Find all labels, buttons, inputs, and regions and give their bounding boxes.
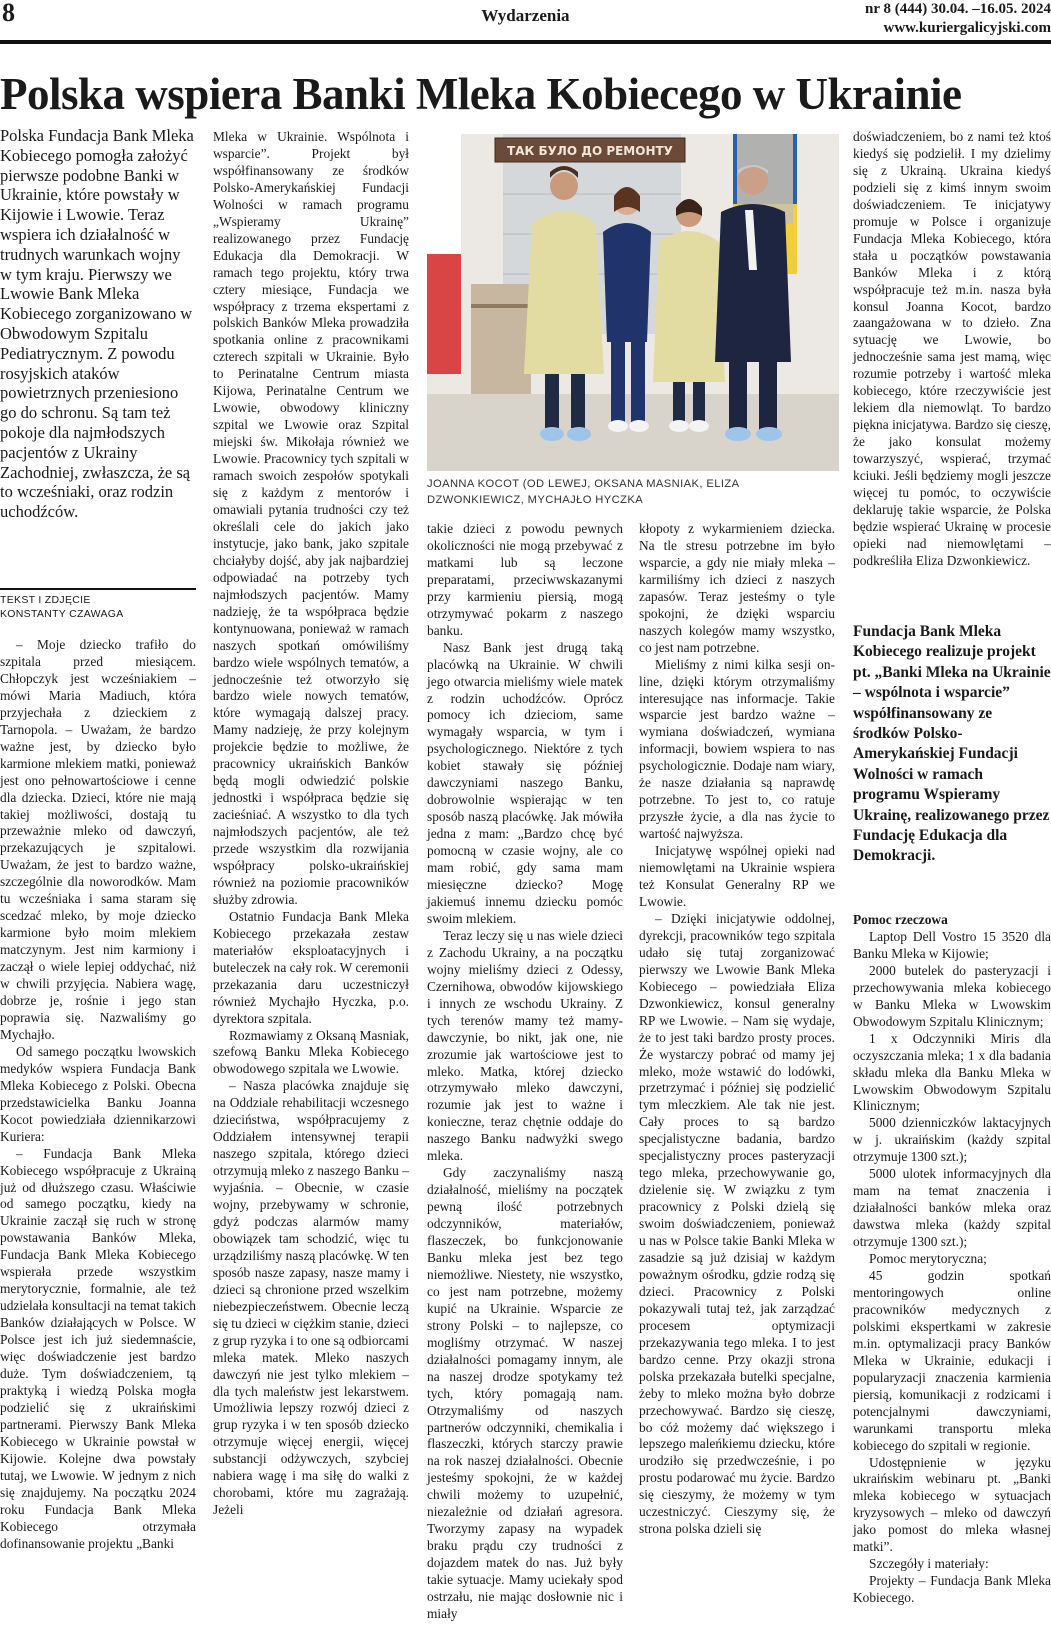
paragraph: Nasz Bank jest drugą taką placówką na Ukrainie. W chwili jego otwarcia mieliśmy wiele matek z rodzin uchodźców. Oprócz pomocy ich dzieciom, same wymagały wsparcia, w tym i psychologicznego. Niektóre z tych kobiet stawały się później dawczyniami naszego Banku, dobrowolnie wspierając w ten sposób naszą placówkę. Jak mówiła jedna z mam: „Bardzo chcę być pomocną w czasie wojny, ale co mam robić, gdy sama mam miesięczne dziecko? Mogę jakiemuś innemu dziecku pomóc swoim mlekiem. (427, 639, 623, 926)
aid-item: Pomoc merytoryczna; (869, 1251, 987, 1267)
column-5 (853, 129, 1051, 570)
aid-item: 5000 dzienniczków laktacyjnych w j. ukraińskim (każdy szpital otrzymuje 1300 szt.); (853, 1115, 1051, 1165)
byline-author: KONSTANTY CZAWAGA (0, 608, 124, 620)
aid-item: Laptop Dell Vostro 15 3520 dla Banku Mleka w Kijowie; (853, 928, 1051, 961)
aid-item: 5000 ulotek informacyjnych dla mam na temat znaczenia i działalności banków mleka oraz dawstwa mleka (każdy szpital otrzymuje 1300 szt.); (853, 1166, 1051, 1250)
paragraph: Mieliśmy z nimi kilka sesji on-line, dzięki którym otrzymaliśmy interesujące nas informacje. Takie wsparcie jest bardzo ważne – wymiana doświadczeń, wymiana informacji, bowiem wspiera to nas psychologicznie. Dodaje nam wiary, że nasze działania są naprawdę potrzebne. To jest to, co ratuje przyszłe życie, a dla nas życie to wartość najwyższa. (639, 656, 835, 842)
aid-item: Udostępnienie w języku ukraińskim webinaru pt. „Banki mleka kobiecego w sytuacjach kryzysowych – mleko od dawczyń jako pomost do mleka własnej matki”. (853, 1454, 1051, 1555)
photo-caption: JOANNA KOCOT (OD LEWEJ, OKSANA MASNIAK, ELIZA DZWONKIEWICZ, MYCHAJŁO HYCZKA (427, 478, 739, 506)
paragraph: Gdy zaczynaliśmy naszą działalność, mieliśmy na początek pewną ilość potrzebnych odczynników, materiałów, flaszeczek, bo funkcjonowanie Banku mleka jest bez tego niemożliwe. Niestety, nie wszystko, co jest nam potrzebne, możemy kupić na Ukrainie. Wsparcie ze strony Polski – to najlepsze, co mogliśmy otrzymać. W naszej działalności pomagamy innym, ale na naszej drodze spotykamy też tych, który pomagają nam. Otrzymaliśmy od naszych partnerów odczynniki, chemikalia i flaszeczki, których starczy prawie na rok naszej działalności. Obecnie jesteśmy spokojni, że w każdej chwili możemy to uzupełnić, niezależnie od działań agresora. Tworzymy zapasy na wypadek braku prądu czy trudności z dojazdem matek do nas. Już były takie sytuacje. Mamy uciekały spod ostrzału, nie mając dosłownie nic i miały (427, 1165, 623, 1621)
aid-item: Szczegóły i materiały: (869, 1556, 989, 1572)
paragraph: Ostatnio Fundacja Bank Mleka Kobiecego przekazała zestaw materiałów eksploatacyjnych i buteleczek na cały rok. W ceremonii przekazania daru uczestniczył również Mychajło Hyczka, p.o. dyrektora szpitala. (213, 908, 409, 1026)
issue-info (865, 0, 1051, 38)
paragraph: Teraz leczy się u nas wiele dzieci z Zachodu Ukrainy, a na początku wojny mieliśmy dzieci z Odessy, Czernihowa, obwodów kijowskiego i innych ze wschodu Ukrainy. Z tych terenów mamy też mamy-dawczynie, bo nikt, jak one, nie zrozumie jak wartościowe jest to mleko. Matka, której dziecko otrzymywało mleko dawczyni, rozumie jak jest to ważne i konieczne, teraz chętnie oddaje do naszego Banku nadwyżki swego mleka. (427, 927, 623, 1164)
issue-number: nr 8 (444) 30.04. –16.05. 2024 (865, 1, 1051, 17)
byline (0, 593, 196, 621)
aid-heading: Pomoc rzeczowa (853, 912, 948, 927)
headline: Polska wspiera Banki Mleka Kobiecego w Ukrainie (0, 69, 962, 119)
lead-paragraph: Polska Fundacja Bank Mleka Kobiecego pomogła założyć pierwsze podobne Banki w Ukrainie, które powstały w Kijowie i Lwowie. Teraz wspiera ich działalność w trudnych warunkach wojny w tym kraju. Pierwszy we Lwowie Bank Mleka Kobiecego zorganizowano w Obwodowym Szpitalu Pediatrycznym. Z powodu rosyjskich ataków powietrznych przeniesiono go do schronu. Są tam też pokoje dla najmłodszych pacjentów z Ukrainy Zachodniej, zwłaszcza, że są to wcześniaki, oraz rodzin uchodźców. (0, 126, 194, 522)
aid-item: 1 x Odczynniki Miris dla oczyszczania mleka; 1 x dla badania składu mleka dla Banku Mleka w Lwowskim Obwodowym Szpitalu Klinicznym; (853, 1030, 1051, 1114)
project-info-box: Fundacja Bank Mleka Kobiecego realizuje projekt pt. „Banki Mleka na Ukrainie – wspólnota i wsparcie” współfinansowany ze środków Polsko-Amerykańskiej Fundacji Wolności w ramach programu Wspieramy Ukrainę, realizowanego przez Fundację Edukacja dla Demokracji. (853, 623, 1051, 865)
column-2 (213, 129, 409, 1519)
article-photo (427, 134, 839, 471)
website-url[interactable]: www.kuriergalicyjski.com (883, 20, 1051, 36)
aid-item: Projekty – Fundacja Bank Mleka Kobiecego. (853, 1573, 1051, 1606)
aid-item: 45 godzin spotkań mentoringowych online pracowników medycznych z polskimi ekspertkami w zakresie m.in. optymalizacji pracy Banków Mleka w Ukrainie, edukacji i popularyzacji znaczenia karmienia piersią, komunikacji z rodzicami i potencjalnymi dawczyniami, warunkami transportu mleka kobiecego do szpitali w regionie. (853, 1268, 1051, 1453)
paragraph: Mleka w Ukrainie. Wspólnota i wsparcie”. Projekt był współfinansowany ze środków Polsko-Amerykańskiej Fundacji Wolności w ramach programu „Wspieramy Ukrainę” realizowanego przez Fundację Edukacja dla Demokracji. W ramach tego projektu, który trwa cztery miesiące, Fundacja we współpracy z trzema ekspertami z polskich Banków Mleka prowadziła spotkania online z pracownikami czterech szpitali w Ukrainie. Było to Perinatalne Centrum miasta Kijowa, Perinatalne Centrum we Lwowie, obwodowy kliniczny szpital we Lwowie oraz Szpital miejski św. Mikołaja również we Lwowie. Pracownicy tych szpitali w ramach swoich zespołów spotykali się z każdym z mentorów i omawiali pytania trudności czy też określali cele do jakich jako instytucje, jako bank, jako szpitale chciałyby dojść, aby jak najbardziej odpowiadać na potrzeby tych najmłodszych pacjentów. Mamy nadzieję, że ta współpraca będzie kontynuowana, ponieważ w ramach naszych spotkań omówiliśmy bardzo wiele wspólnych tematów, a jednocześnie też otworzyło się bardzo wiele nowych tematów, które wymagają dalszej pracy. Mamy nadzieję, że przy kolejnym projekcie będzie to możliwe, że pracownicy ukraińskich Banków będą mogli odwiedzić polskie jednostki i współpraca będzie się zacieśniać. A wszystko to dla tych najmłodszych pacjentów, ale też przede wszystkim dla rozwijania współpracy polsko-ukraińskiej również na poziomie pracowników służby zdrowia. (213, 129, 409, 907)
photo-sign-text: ТАК БУЛО ДО РЕМОНТУ (507, 144, 673, 158)
lead-divider (0, 588, 196, 590)
column-3 (427, 521, 623, 1623)
paragraph: kłopoty z wykarmieniem dziecka. Na tle stresu potrzebne im było wsparcie, a gdy nie miały mleka – karmiliśmy ich dzieci z naszych zapasów. Teraz jesteśmy o tyle spokojni, że dzięki wsparciu naszych kolegów mamy wszystko, co jest nam potrzebne. (639, 521, 835, 655)
masthead-rule (0, 40, 1051, 44)
masthead (0, 0, 1051, 44)
aid-list (853, 912, 1051, 1607)
paragraph: Inicjatywę wspólnej opieki nad niemowlętami na Ukrainie wspiera też Konsulat Generalny RP we Lwowie. (639, 843, 835, 909)
photo-illustration (427, 134, 839, 471)
paragraph: doświadczeniem, bo z nami też ktoś kiedyś się podzielił. I my dzielimy się z Ukrainą. Ukraina kiedyś podzieli się z kimś innym swoim doświadczeniem. Te inicjatywy promuje w Polsce i organizuje Fundacja Mleka Kobiecego, która stała u początków powstawania Banków Mleka i z którą współpracuje też m.in. nasza była konsul Joanna Kocot, bardzo zaangażowana w to dzieło. Zna sytuację we Lwowie, bo jednocześnie sama jest mamą, więc rozumie potrzeby i wartość mleka kobiecego, które rzeczywiście jest lekiem dla niemowląt. To bardzo piękna inicjatywa. Bardzo się cieszę, że jako konsulat możemy towarzyszyć, wspierać, trzymać kciuki. Jeśli będziemy mogli jeszcze więcej tu pomóc, to oczywiście deklaruję takie wsparcie, że Polska będzie wspierać Ukrainę w procesie opieki nad niemowlętami – podkreśliła Eliza Dzwonkiewicz. (853, 129, 1051, 568)
paragraph: – Moje dziecko trafiło do szpitala przed miesiącem. Chłopczyk jest wcześniakiem – mówi Maria Madiuch, która przyjechała z dzieckiem z Tarnopola. – Uważam, że bardzo ważne jest, by dziecko było karmione mlekiem matki, ponieważ jest ono pełnowartościowe i cenne dla dziecka. Dzieci, które nie mają takiej możliwości, dostają tu przeważnie mleko od dawczyń, przekazujących je szpitalowi. Uważam, że jest to bardzo ważne, szczególnie dla noworodków. Mam tu wcześniaka i sama staram się scedzać mleko, by moje dziecko karmione było moim mlekiem matczynym. Jest nim karmiony i zaczął o wiele lepiej oddychać, niż w chwili przyjęcia. Nabiera wagę, dobrze je, rośnie i jego stan poprawia się. Nazwaliśmy go Mychajło. (0, 637, 196, 1042)
paragraph: Rozmawiamy z Oksaną Masniak, szefową Banku Mleka Kobiecego obwodowego szpitala we Lwowie. (213, 1027, 409, 1077)
byline-label: TEKST I ZDJĘCIE (0, 594, 91, 606)
paragraph: – Fundacja Bank Mleka Kobiecego współpracuje z Ukrainą już od dłuższego czasu. Właściwie od samego początku, kiedy na Ukrainie zaczął się ruch w stronę powstawania Banków Mleka, Fundacja Bank Mleka Kobiecego wspierała przede wszystkim merytorycznie, formalnie, ale też udzielała konsultacji na temat takich Banków działających w Polsce. W Polsce jest ich już siedemnaście, więc doświadczenie jest bardzo duże. Tym doświadczeniem, tą praktyką i wiedzą Polska mogła podzielić się z ukraińskimi partnerami. Pierwszy Bank Mleka Kobiecego w Ukrainie powstał w Kijowie. Kolejne dwa powstały tutaj, we Lwowie. W jednym z nich się znajdujemy. Na początku 2024 roku Fundacja Bank Mleka Kobiecego otrzymała dofinansowanie projektu „Banki (0, 1145, 196, 1551)
paragraph: – Nasza placówka znajduje się na Oddziale rehabilitacji wczesnego dzieciństwa, współpracujemy z Oddziałem intensywnej terapii naszego szpitala, którego dzieci otrzymują mleko z naszego Banku – wyjaśnia. – Obecnie, w czasie wojny, przebywamy w schronie, gdyż podczas alarmów mamy obowiązek tam schodzić, więc tu urządziliśmy naszą placówkę. W ten sposób nasze zapasy, nasze mamy i dzieci są chronione przed wszelkim niebezpieczeństwem. Obecnie leczą się tu dzieci w ciężkim stanie, dzieci z grup ryzyka i to one są odbiorcami mleka matek. Mleko naszych dawczyń nie jest tylko mlekiem – dla tych maleństw jest lekarstwem. Umożliwia lepszy rozwój dzieci z grup ryzyka i w ten sposób dziecko otrzymuje więcej energii, więcej substancji odżywczych, szybciej nabiera wagę i ma siłę do walki z chorobami, które mu zagrażają. Jeżeli (213, 1078, 409, 1518)
page-number: 8 (2, 0, 15, 27)
paragraph: Od samego początku lwowskich medyków wspiera Fundacja Bank Mleka Kobiecego z Polski. Obecna przedstawicielka Banku Joanna Kocot powiedziała dziennikarzowi Kuriera: (0, 1043, 196, 1144)
section-name: Wydarzenia (481, 6, 570, 25)
column-1 (0, 637, 196, 1552)
column-4 (639, 521, 835, 1538)
paragraph: – Dzięki inicjatywie oddolnej, dyrekcji, pracowników tego szpitala udało się tutaj zorganizować pierwszy we Lwowie Bank Mleka Kobiecego – powiedziała Eliza Dzwonkiewicz, konsul generalny RP we Lwowie. – Nam się wydaje, że to jest taki bardzo prosty proces. Że wystarczy pobrać od mamy jej mleko, może wstawić do lodówki, przetrzymać i później się podzielić tym mleczkiem. Ale tak nie jest. Cały proces to są bardzo specjalistyczne badania, bardzo specjalistyczny proces pasteryzacji tego mleka, przechowywanie go, dzielenie się. W związku z tym pracownicy z Polski dzielą się swoim doświadczeniem, ponieważ u nas w Polsce takie Banki Mleka w zasadzie są już dzisiaj w każdym poważnym ośrodku, gdzie rodzą się dzieci. Pracownicy z Polski pokazywali tutaj też, jak zarządzać procesem optymizacji przekazywania tego mleka. I to jest bardzo cenne. Przy okazji strona polska przekazała butelki specjalne, żeby to mleko można było dobrze przechowywać. Bardzo się cieszę, bo cóż możemy dać większego i lepszego maleńkiemu dziecku, które urodziło się przedwcześnie, i po prostu podarować mu życie. Bardzo się cieszymy, że możemy w tym uczestniczyć. Cieszymy się, że strona polska dzieli się (639, 910, 835, 1537)
paragraph: takie dzieci z powodu pewnych okoliczności nie mogą przebywać z matkami lub są leczone preparatami, przeciwwskazanymi przy karmieniu piersią, mogą otrzymywać pokarm z naszego banku. (427, 521, 623, 638)
aid-item: 2000 butelek do pasteryzacji i przechowywania mleka kobiecego w Banku Mleka w Lwowskim Obwodowym Szpitalu Klinicznym; (853, 962, 1051, 1029)
